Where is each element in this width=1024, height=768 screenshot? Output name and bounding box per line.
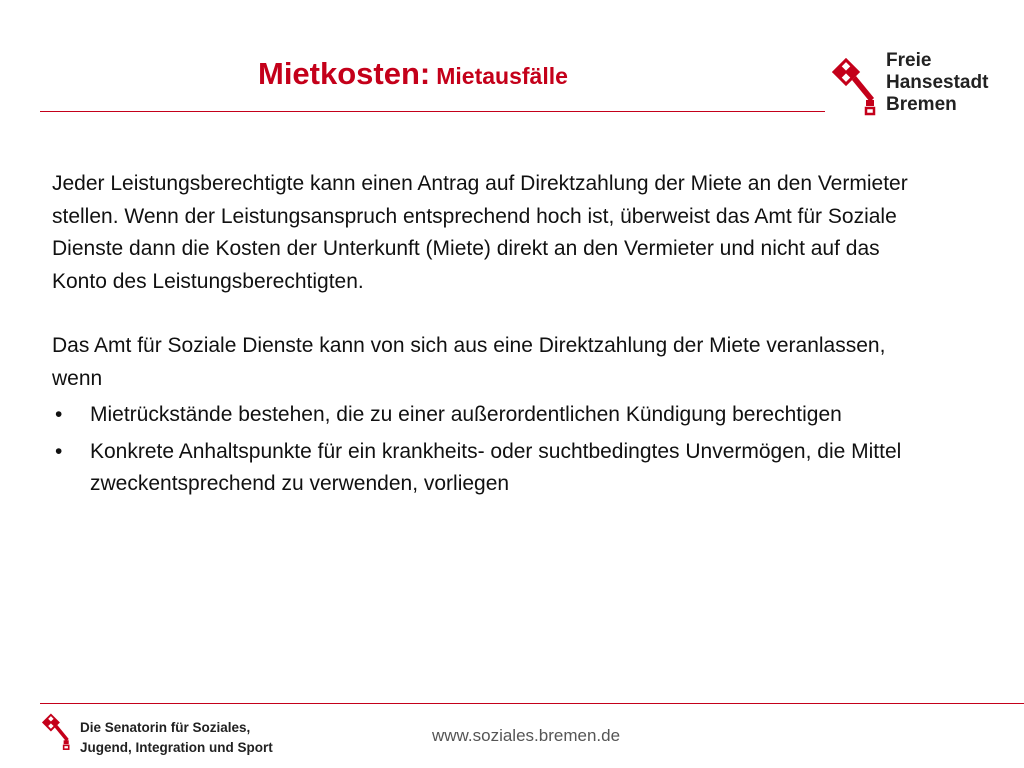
footer-org-line-2: Jugend, Integration und Sport	[80, 740, 273, 755]
bremen-key-icon	[42, 712, 70, 752]
footer-url[interactable]: www.soziales.bremen.de	[432, 726, 621, 745]
logo-line-2: Hansestadt	[886, 72, 989, 93]
bullet-text: Mietrückstände bestehen, die zu einer außerordentlichen Kündigung berechtigen	[90, 403, 842, 426]
bremen-key-icon	[832, 58, 876, 116]
logo-line-1: Freie	[886, 50, 932, 71]
logo-line-3: Bremen	[886, 94, 957, 115]
paragraph-2: Das Amt für Soziale Dienste kann von sich aus eine Direktzahlung der Miete veranlassen, wenn	[52, 334, 886, 390]
title-sub: Mietausfälle	[436, 63, 568, 89]
page-title	[258, 56, 568, 92]
title-divider	[40, 111, 825, 112]
bullet-dot-icon: •	[55, 403, 63, 426]
bullet-text: Konkrete Anhaltspunkte für ein krankheits- oder suchtbedingtes Unvermögen, die Mittel zweckentsprechend zu verwenden, vorliegen	[90, 439, 902, 495]
footer-organization	[80, 718, 273, 758]
bullet-dot-icon: •	[55, 439, 63, 463]
footer-divider	[40, 703, 1024, 704]
bullet-list	[52, 399, 932, 501]
slide-body	[52, 168, 932, 505]
footer-org-line-1: Die Senatorin für Soziales,	[80, 720, 251, 735]
title-main: Mietkosten:	[258, 56, 431, 91]
paragraph-1: Jeder Leistungsberechtigte kann einen Antrag auf Direktzahlung der Miete an den Vermieter stellen. Wenn der Leistungsanspruch entsprechend hoch ist, überweist das Amt für Soziale Dienste dann die Kosten der Unterkunft (Miete) direkt an den Vermieter und nicht auf das Konto des Leistungsberechtigten.	[52, 172, 908, 293]
logo-text	[886, 50, 988, 116]
bullet-item	[52, 436, 932, 501]
bullet-item	[52, 399, 932, 432]
